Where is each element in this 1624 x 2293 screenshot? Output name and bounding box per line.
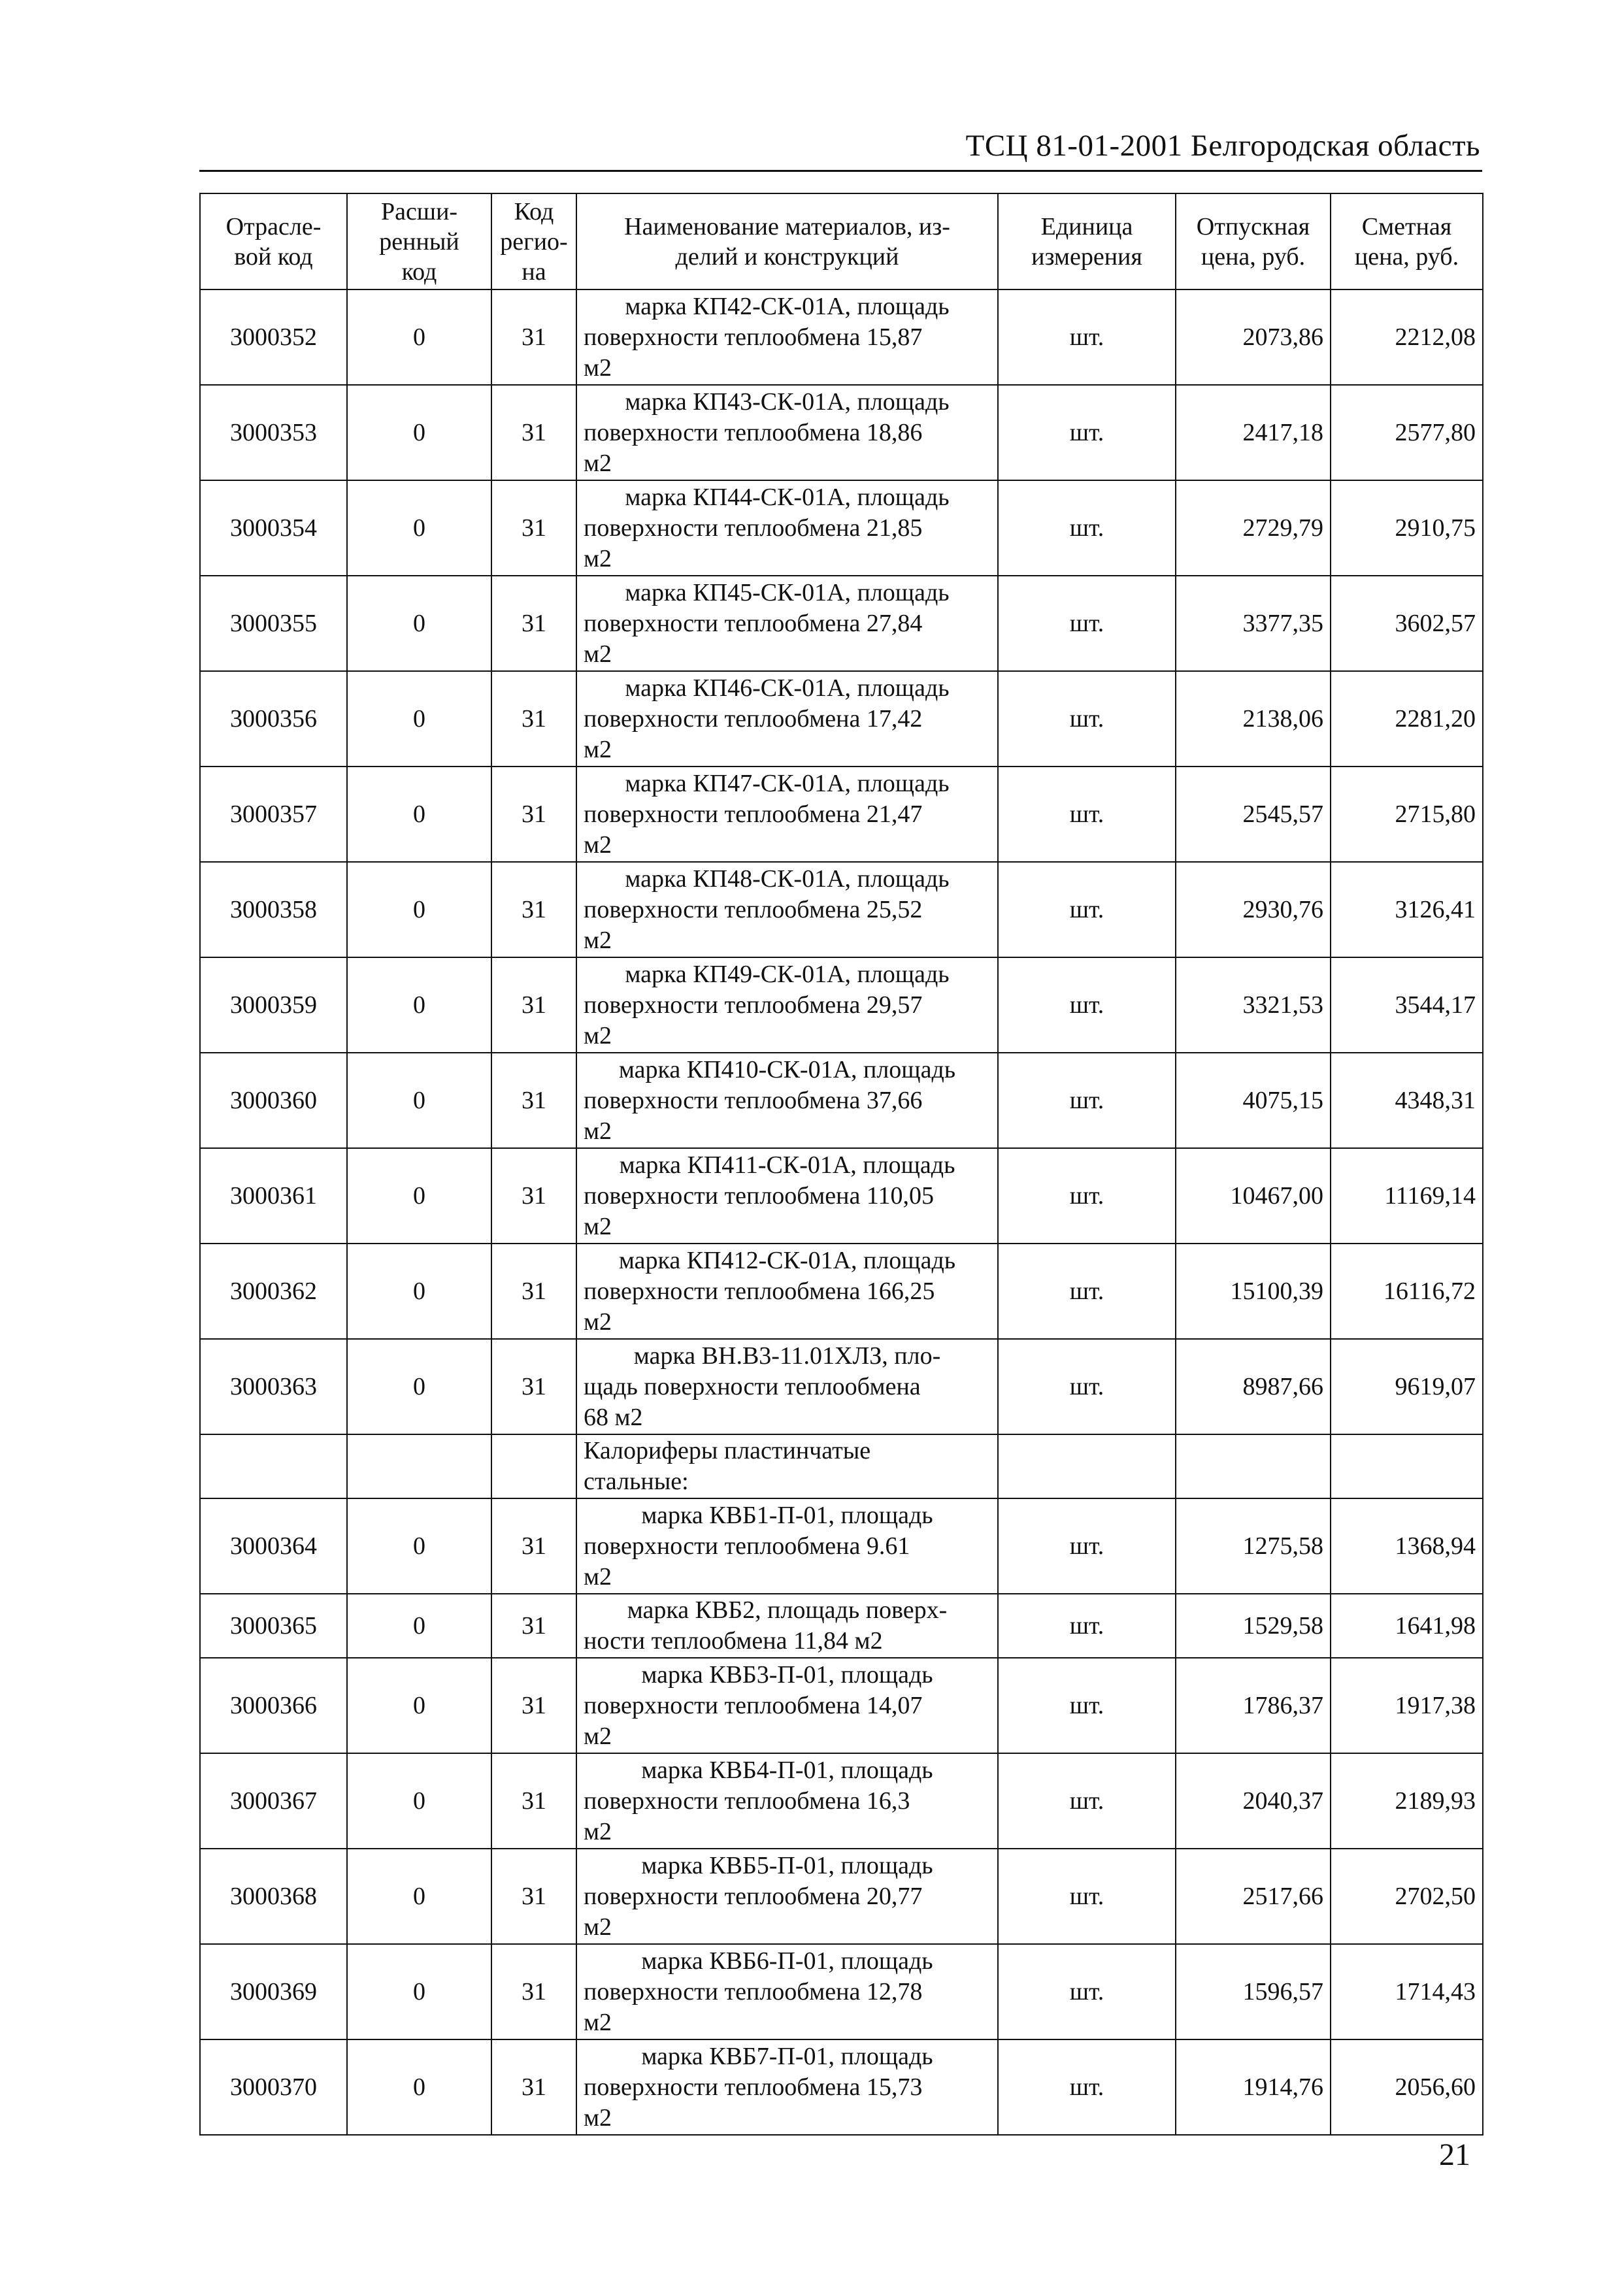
cell-code bbox=[200, 1434, 347, 1498]
cell-unit: шт. bbox=[998, 767, 1176, 862]
column-header-industry-code bbox=[200, 193, 347, 289]
name-line: поверхности теплообмена 14,07 bbox=[584, 1691, 923, 1719]
cell-ext-code: 0 bbox=[347, 289, 491, 385]
cell-region: 31 bbox=[491, 289, 576, 385]
cell-name bbox=[576, 1434, 998, 1498]
name-line: поверхности теплообмена 27,84 bbox=[584, 609, 923, 637]
column-header-line: Наименование материалов, из- bbox=[624, 212, 950, 240]
cell-name bbox=[576, 1498, 998, 1594]
cell-release-price: 1275,58 bbox=[1176, 1498, 1331, 1594]
cell-name bbox=[576, 1658, 998, 1753]
column-header-line: регио- bbox=[500, 227, 568, 256]
table-header-row bbox=[200, 193, 1483, 289]
cell-estimate-price bbox=[1331, 1434, 1483, 1498]
cell-unit: шт. bbox=[998, 1658, 1176, 1753]
cell-name bbox=[576, 1594, 998, 1658]
table-row bbox=[200, 1498, 1483, 1594]
cell-name bbox=[576, 671, 998, 767]
column-header-line: вой код bbox=[234, 242, 313, 271]
name-line: поверхности теплообмена 21,85 bbox=[584, 514, 923, 542]
cell-ext-code: 0 bbox=[347, 671, 491, 767]
cell-ext-code: 0 bbox=[347, 1753, 491, 1849]
name-line: м2 bbox=[584, 831, 612, 859]
cell-name bbox=[576, 1339, 998, 1434]
name-line: марка КВБ1-П-01, площадь bbox=[641, 1501, 933, 1529]
table-row bbox=[200, 1594, 1483, 1658]
cell-release-price: 2517,66 bbox=[1176, 1849, 1331, 1944]
name-line: ности теплообмена 11,84 м2 bbox=[584, 1627, 883, 1655]
cell-code: 3000363 bbox=[200, 1339, 347, 1434]
table-row bbox=[200, 1244, 1483, 1339]
name-line: м2 bbox=[584, 1817, 612, 1845]
cell-name bbox=[576, 1148, 998, 1244]
cell-release-price: 10467,00 bbox=[1176, 1148, 1331, 1244]
column-header-line: Сметная bbox=[1361, 212, 1452, 240]
cell-code: 3000362 bbox=[200, 1244, 347, 1339]
name-line: поверхности теплообмена 21,47 bbox=[584, 800, 923, 828]
column-header-line: Код bbox=[514, 197, 554, 225]
table-row bbox=[200, 767, 1483, 862]
cell-code: 3000357 bbox=[200, 767, 347, 862]
cell-unit bbox=[998, 1434, 1176, 1498]
cell-ext-code: 0 bbox=[347, 1148, 491, 1244]
cell-estimate-price: 16116,72 bbox=[1331, 1244, 1483, 1339]
cell-unit: шт. bbox=[998, 289, 1176, 385]
name-line: м2 bbox=[584, 1212, 612, 1240]
cell-ext-code: 0 bbox=[347, 2039, 491, 2135]
cell-unit: шт. bbox=[998, 1053, 1176, 1148]
name-line: марка КП46-СК-01А, площадь bbox=[625, 674, 950, 702]
cell-code: 3000353 bbox=[200, 385, 347, 480]
column-header-line: цена, руб. bbox=[1201, 242, 1306, 271]
name-line: марка КП47-СК-01А, площадь bbox=[625, 769, 950, 797]
cell-estimate-price: 4348,31 bbox=[1331, 1053, 1483, 1148]
group-title-line: Калориферы пластинчатые bbox=[584, 1437, 871, 1464]
cell-code: 3000364 bbox=[200, 1498, 347, 1594]
materials-table bbox=[199, 193, 1483, 2136]
name-line: марка КП45-СК-01А, площадь bbox=[625, 578, 950, 606]
cell-region: 31 bbox=[491, 2039, 576, 2135]
cell-name bbox=[576, 2039, 998, 2135]
cell-code: 3000369 bbox=[200, 1944, 347, 2039]
table-row bbox=[200, 385, 1483, 480]
cell-release-price: 2729,79 bbox=[1176, 480, 1331, 576]
cell-name bbox=[576, 767, 998, 862]
cell-ext-code: 0 bbox=[347, 1339, 491, 1434]
cell-estimate-price: 11169,14 bbox=[1331, 1148, 1483, 1244]
cell-name bbox=[576, 289, 998, 385]
cell-ext-code: 0 bbox=[347, 1053, 491, 1148]
name-line: поверхности теплообмена 18,86 bbox=[584, 418, 923, 446]
table-row bbox=[200, 576, 1483, 671]
name-line: м2 bbox=[584, 1722, 612, 1750]
header-rule bbox=[199, 170, 1482, 172]
table-row bbox=[200, 671, 1483, 767]
table-row bbox=[200, 957, 1483, 1053]
name-line: м2 bbox=[584, 1562, 612, 1591]
name-line: марка КП410-СК-01А, площадь bbox=[618, 1055, 956, 1083]
cell-name bbox=[576, 1244, 998, 1339]
cell-estimate-price: 9619,07 bbox=[1331, 1339, 1483, 1434]
cell-region: 31 bbox=[491, 1498, 576, 1594]
name-line: марка КП49-СК-01А, площадь bbox=[625, 960, 950, 988]
cell-release-price: 2040,37 bbox=[1176, 1753, 1331, 1849]
name-line: щадь поверхности теплообмена bbox=[584, 1372, 921, 1400]
cell-ext-code: 0 bbox=[347, 385, 491, 480]
column-header-unit bbox=[998, 193, 1176, 289]
cell-code: 3000358 bbox=[200, 862, 347, 957]
cell-unit: шт. bbox=[998, 480, 1176, 576]
cell-estimate-price: 1917,38 bbox=[1331, 1658, 1483, 1753]
cell-ext-code: 0 bbox=[347, 1594, 491, 1658]
column-header-estimate-price bbox=[1331, 193, 1483, 289]
cell-name bbox=[576, 957, 998, 1053]
cell-code: 3000356 bbox=[200, 671, 347, 767]
cell-code: 3000370 bbox=[200, 2039, 347, 2135]
cell-release-price: 1914,76 bbox=[1176, 2039, 1331, 2135]
cell-region: 31 bbox=[491, 1658, 576, 1753]
cell-code: 3000365 bbox=[200, 1594, 347, 1658]
cell-unit: шт. bbox=[998, 671, 1176, 767]
column-header-line: Единица bbox=[1040, 212, 1133, 240]
cell-release-price: 3321,53 bbox=[1176, 957, 1331, 1053]
name-line: м2 bbox=[584, 449, 612, 477]
cell-ext-code: 0 bbox=[347, 957, 491, 1053]
name-line: марка КП42-СК-01А, площадь bbox=[625, 292, 950, 320]
cell-name bbox=[576, 480, 998, 576]
column-header-extended-code bbox=[347, 193, 491, 289]
cell-unit: шт. bbox=[998, 1148, 1176, 1244]
table-row bbox=[200, 1053, 1483, 1148]
cell-release-price: 1529,58 bbox=[1176, 1594, 1331, 1658]
name-line: поверхности теплообмена 110,05 bbox=[584, 1181, 934, 1210]
cell-region: 31 bbox=[491, 1339, 576, 1434]
cell-release-price: 2138,06 bbox=[1176, 671, 1331, 767]
cell-region: 31 bbox=[491, 480, 576, 576]
name-line: поверхности теплообмена 15,73 bbox=[584, 2073, 923, 2101]
table-group-row bbox=[200, 1434, 1483, 1498]
name-line: поверхности теплообмена 37,66 bbox=[584, 1086, 923, 1114]
cell-region: 31 bbox=[491, 767, 576, 862]
cell-unit: шт. bbox=[998, 1594, 1176, 1658]
name-line: марка КП48-СК-01А, площадь bbox=[625, 865, 950, 893]
cell-unit: шт. bbox=[998, 1753, 1176, 1849]
name-line: 68 м2 bbox=[584, 1403, 643, 1431]
cell-region: 31 bbox=[491, 862, 576, 957]
cell-code: 3000367 bbox=[200, 1753, 347, 1849]
cell-region: 31 bbox=[491, 1594, 576, 1658]
table-row bbox=[200, 480, 1483, 576]
cell-code: 3000352 bbox=[200, 289, 347, 385]
cell-ext-code: 0 bbox=[347, 1658, 491, 1753]
name-line: марка КП43-СК-01А, площадь bbox=[625, 388, 950, 416]
name-line: м2 bbox=[584, 354, 612, 382]
cell-release-price: 2417,18 bbox=[1176, 385, 1331, 480]
table-row bbox=[200, 1658, 1483, 1753]
cell-release-price: 4075,15 bbox=[1176, 1053, 1331, 1148]
cell-region: 31 bbox=[491, 576, 576, 671]
cell-region: 31 bbox=[491, 1753, 576, 1849]
cell-ext-code: 0 bbox=[347, 1944, 491, 2039]
cell-release-price: 2930,76 bbox=[1176, 862, 1331, 957]
name-line: поверхности теплообмена 17,42 bbox=[584, 704, 923, 733]
cell-estimate-price: 1641,98 bbox=[1331, 1594, 1483, 1658]
cell-ext-code: 0 bbox=[347, 1849, 491, 1944]
name-line: м2 bbox=[584, 1021, 612, 1049]
name-line: поверхности теплообмена 25,52 bbox=[584, 895, 923, 923]
cell-name bbox=[576, 385, 998, 480]
cell-estimate-price: 2281,20 bbox=[1331, 671, 1483, 767]
cell-ext-code: 0 bbox=[347, 767, 491, 862]
cell-code: 3000355 bbox=[200, 576, 347, 671]
name-line: поверхности теплообмена 166,25 bbox=[584, 1277, 935, 1305]
name-line: марка КВБ6-П-01, площадь bbox=[641, 1947, 933, 1975]
column-header-release-price bbox=[1176, 193, 1331, 289]
table-row bbox=[200, 1148, 1483, 1244]
cell-release-price: 2545,57 bbox=[1176, 767, 1331, 862]
column-header-material-name bbox=[576, 193, 998, 289]
cell-release-price: 1596,57 bbox=[1176, 1944, 1331, 2039]
column-header-line: на bbox=[522, 257, 546, 286]
cell-region: 31 bbox=[491, 1244, 576, 1339]
cell-ext-code bbox=[347, 1434, 491, 1498]
cell-region: 31 bbox=[491, 1944, 576, 2039]
cell-estimate-price: 2910,75 bbox=[1331, 480, 1483, 576]
column-header-line: делий и конструкций bbox=[675, 242, 899, 271]
document-header-title: ТСЦ 81-01-2001 Белгородская область bbox=[965, 129, 1480, 163]
cell-estimate-price: 2577,80 bbox=[1331, 385, 1483, 480]
name-line: м2 bbox=[584, 2103, 612, 2132]
name-line: поверхности теплообмена 16,3 bbox=[584, 1787, 910, 1815]
name-line: м2 bbox=[584, 1913, 612, 1941]
cell-region: 31 bbox=[491, 1148, 576, 1244]
column-header-line: цена, руб. bbox=[1354, 242, 1459, 271]
cell-code: 3000359 bbox=[200, 957, 347, 1053]
cell-code: 3000354 bbox=[200, 480, 347, 576]
column-header-line: Отрасле- bbox=[225, 212, 322, 240]
name-line: м2 bbox=[584, 640, 612, 668]
name-line: марка КВБ5-П-01, площадь bbox=[641, 1851, 933, 1879]
cell-ext-code: 0 bbox=[347, 1498, 491, 1594]
group-title-line: стальные: bbox=[584, 1468, 689, 1495]
name-line: м2 bbox=[584, 1308, 612, 1336]
cell-region: 31 bbox=[491, 1849, 576, 1944]
name-line: поверхности теплообмена 9.61 bbox=[584, 1532, 910, 1560]
cell-ext-code: 0 bbox=[347, 1244, 491, 1339]
cell-release-price: 1786,37 bbox=[1176, 1658, 1331, 1753]
cell-estimate-price: 3544,17 bbox=[1331, 957, 1483, 1053]
cell-region: 31 bbox=[491, 671, 576, 767]
name-line: марка КП411-СК-01А, площадь bbox=[619, 1151, 955, 1179]
cell-unit: шт. bbox=[998, 1498, 1176, 1594]
cell-code: 3000366 bbox=[200, 1658, 347, 1753]
name-line: марка КВБ7-П-01, площадь bbox=[641, 2042, 933, 2070]
cell-release-price: 8987,66 bbox=[1176, 1339, 1331, 1434]
name-line: марка КП412-СК-01А, площадь bbox=[618, 1246, 956, 1274]
column-header-line: Расши- bbox=[380, 197, 458, 225]
table-row bbox=[200, 289, 1483, 385]
table-row bbox=[200, 1944, 1483, 2039]
cell-estimate-price: 1368,94 bbox=[1331, 1498, 1483, 1594]
cell-name bbox=[576, 1849, 998, 1944]
cell-region: 31 bbox=[491, 957, 576, 1053]
cell-code: 3000360 bbox=[200, 1053, 347, 1148]
cell-region: 31 bbox=[491, 385, 576, 480]
cell-name bbox=[576, 576, 998, 671]
cell-release-price: 2073,86 bbox=[1176, 289, 1331, 385]
cell-region: 31 bbox=[491, 1053, 576, 1148]
page-number: 21 bbox=[1439, 2137, 1470, 2172]
name-line: м2 bbox=[584, 1117, 612, 1145]
name-line: марка ВН.В3-11.01ХЛЗ, пло- bbox=[633, 1342, 941, 1370]
cell-name bbox=[576, 1053, 998, 1148]
column-header-line: Отпускная bbox=[1196, 212, 1310, 240]
cell-unit: шт. bbox=[998, 1339, 1176, 1434]
cell-ext-code: 0 bbox=[347, 480, 491, 576]
name-line: поверхности теплообмена 12,78 bbox=[584, 1977, 923, 2005]
cell-unit: шт. bbox=[998, 576, 1176, 671]
table-row bbox=[200, 1339, 1483, 1434]
cell-estimate-price: 2189,93 bbox=[1331, 1753, 1483, 1849]
cell-release-price: 3377,35 bbox=[1176, 576, 1331, 671]
cell-unit: шт. bbox=[998, 385, 1176, 480]
name-line: поверхности теплообмена 15,87 bbox=[584, 323, 923, 351]
cell-release-price bbox=[1176, 1434, 1331, 1498]
cell-estimate-price: 2056,60 bbox=[1331, 2039, 1483, 2135]
table-row bbox=[200, 862, 1483, 957]
cell-unit: шт. bbox=[998, 1944, 1176, 2039]
cell-estimate-price: 1714,43 bbox=[1331, 1944, 1483, 2039]
name-line: поверхности теплообмена 20,77 bbox=[584, 1882, 923, 1910]
cell-unit: шт. bbox=[998, 1849, 1176, 1944]
name-line: м2 bbox=[584, 735, 612, 763]
column-header-line: код bbox=[401, 257, 437, 286]
cell-code: 3000361 bbox=[200, 1148, 347, 1244]
column-header-region-code bbox=[491, 193, 576, 289]
cell-name bbox=[576, 862, 998, 957]
name-line: марка КВБ4-П-01, площадь bbox=[641, 1756, 933, 1784]
cell-unit: шт. bbox=[998, 957, 1176, 1053]
name-line: м2 bbox=[584, 544, 612, 572]
cell-release-price: 15100,39 bbox=[1176, 1244, 1331, 1339]
name-line: марка КП44-СК-01А, площадь bbox=[625, 483, 950, 511]
cell-estimate-price: 2715,80 bbox=[1331, 767, 1483, 862]
column-header-line: измерения bbox=[1031, 242, 1142, 271]
table-row bbox=[200, 2039, 1483, 2135]
cell-region bbox=[491, 1434, 576, 1498]
cell-name bbox=[576, 1944, 998, 2039]
table-row bbox=[200, 1753, 1483, 1849]
name-line: марка КВБ2, площадь поверх- bbox=[627, 1596, 948, 1624]
name-line: м2 bbox=[584, 926, 612, 954]
cell-code: 3000368 bbox=[200, 1849, 347, 1944]
cell-estimate-price: 2702,50 bbox=[1331, 1849, 1483, 1944]
cell-unit: шт. bbox=[998, 862, 1176, 957]
table-row bbox=[200, 1849, 1483, 1944]
cell-ext-code: 0 bbox=[347, 862, 491, 957]
cell-estimate-price: 3602,57 bbox=[1331, 576, 1483, 671]
cell-estimate-price: 2212,08 bbox=[1331, 289, 1483, 385]
name-line: поверхности теплообмена 29,57 bbox=[584, 991, 923, 1019]
cell-name bbox=[576, 1753, 998, 1849]
name-line: марка КВБ3-П-01, площадь bbox=[641, 1660, 933, 1689]
cell-unit: шт. bbox=[998, 1244, 1176, 1339]
column-header-line: ренный bbox=[379, 227, 459, 256]
name-line: м2 bbox=[584, 2008, 612, 2036]
cell-unit: шт. bbox=[998, 2039, 1176, 2135]
cell-ext-code: 0 bbox=[347, 576, 491, 671]
cell-estimate-price: 3126,41 bbox=[1331, 862, 1483, 957]
